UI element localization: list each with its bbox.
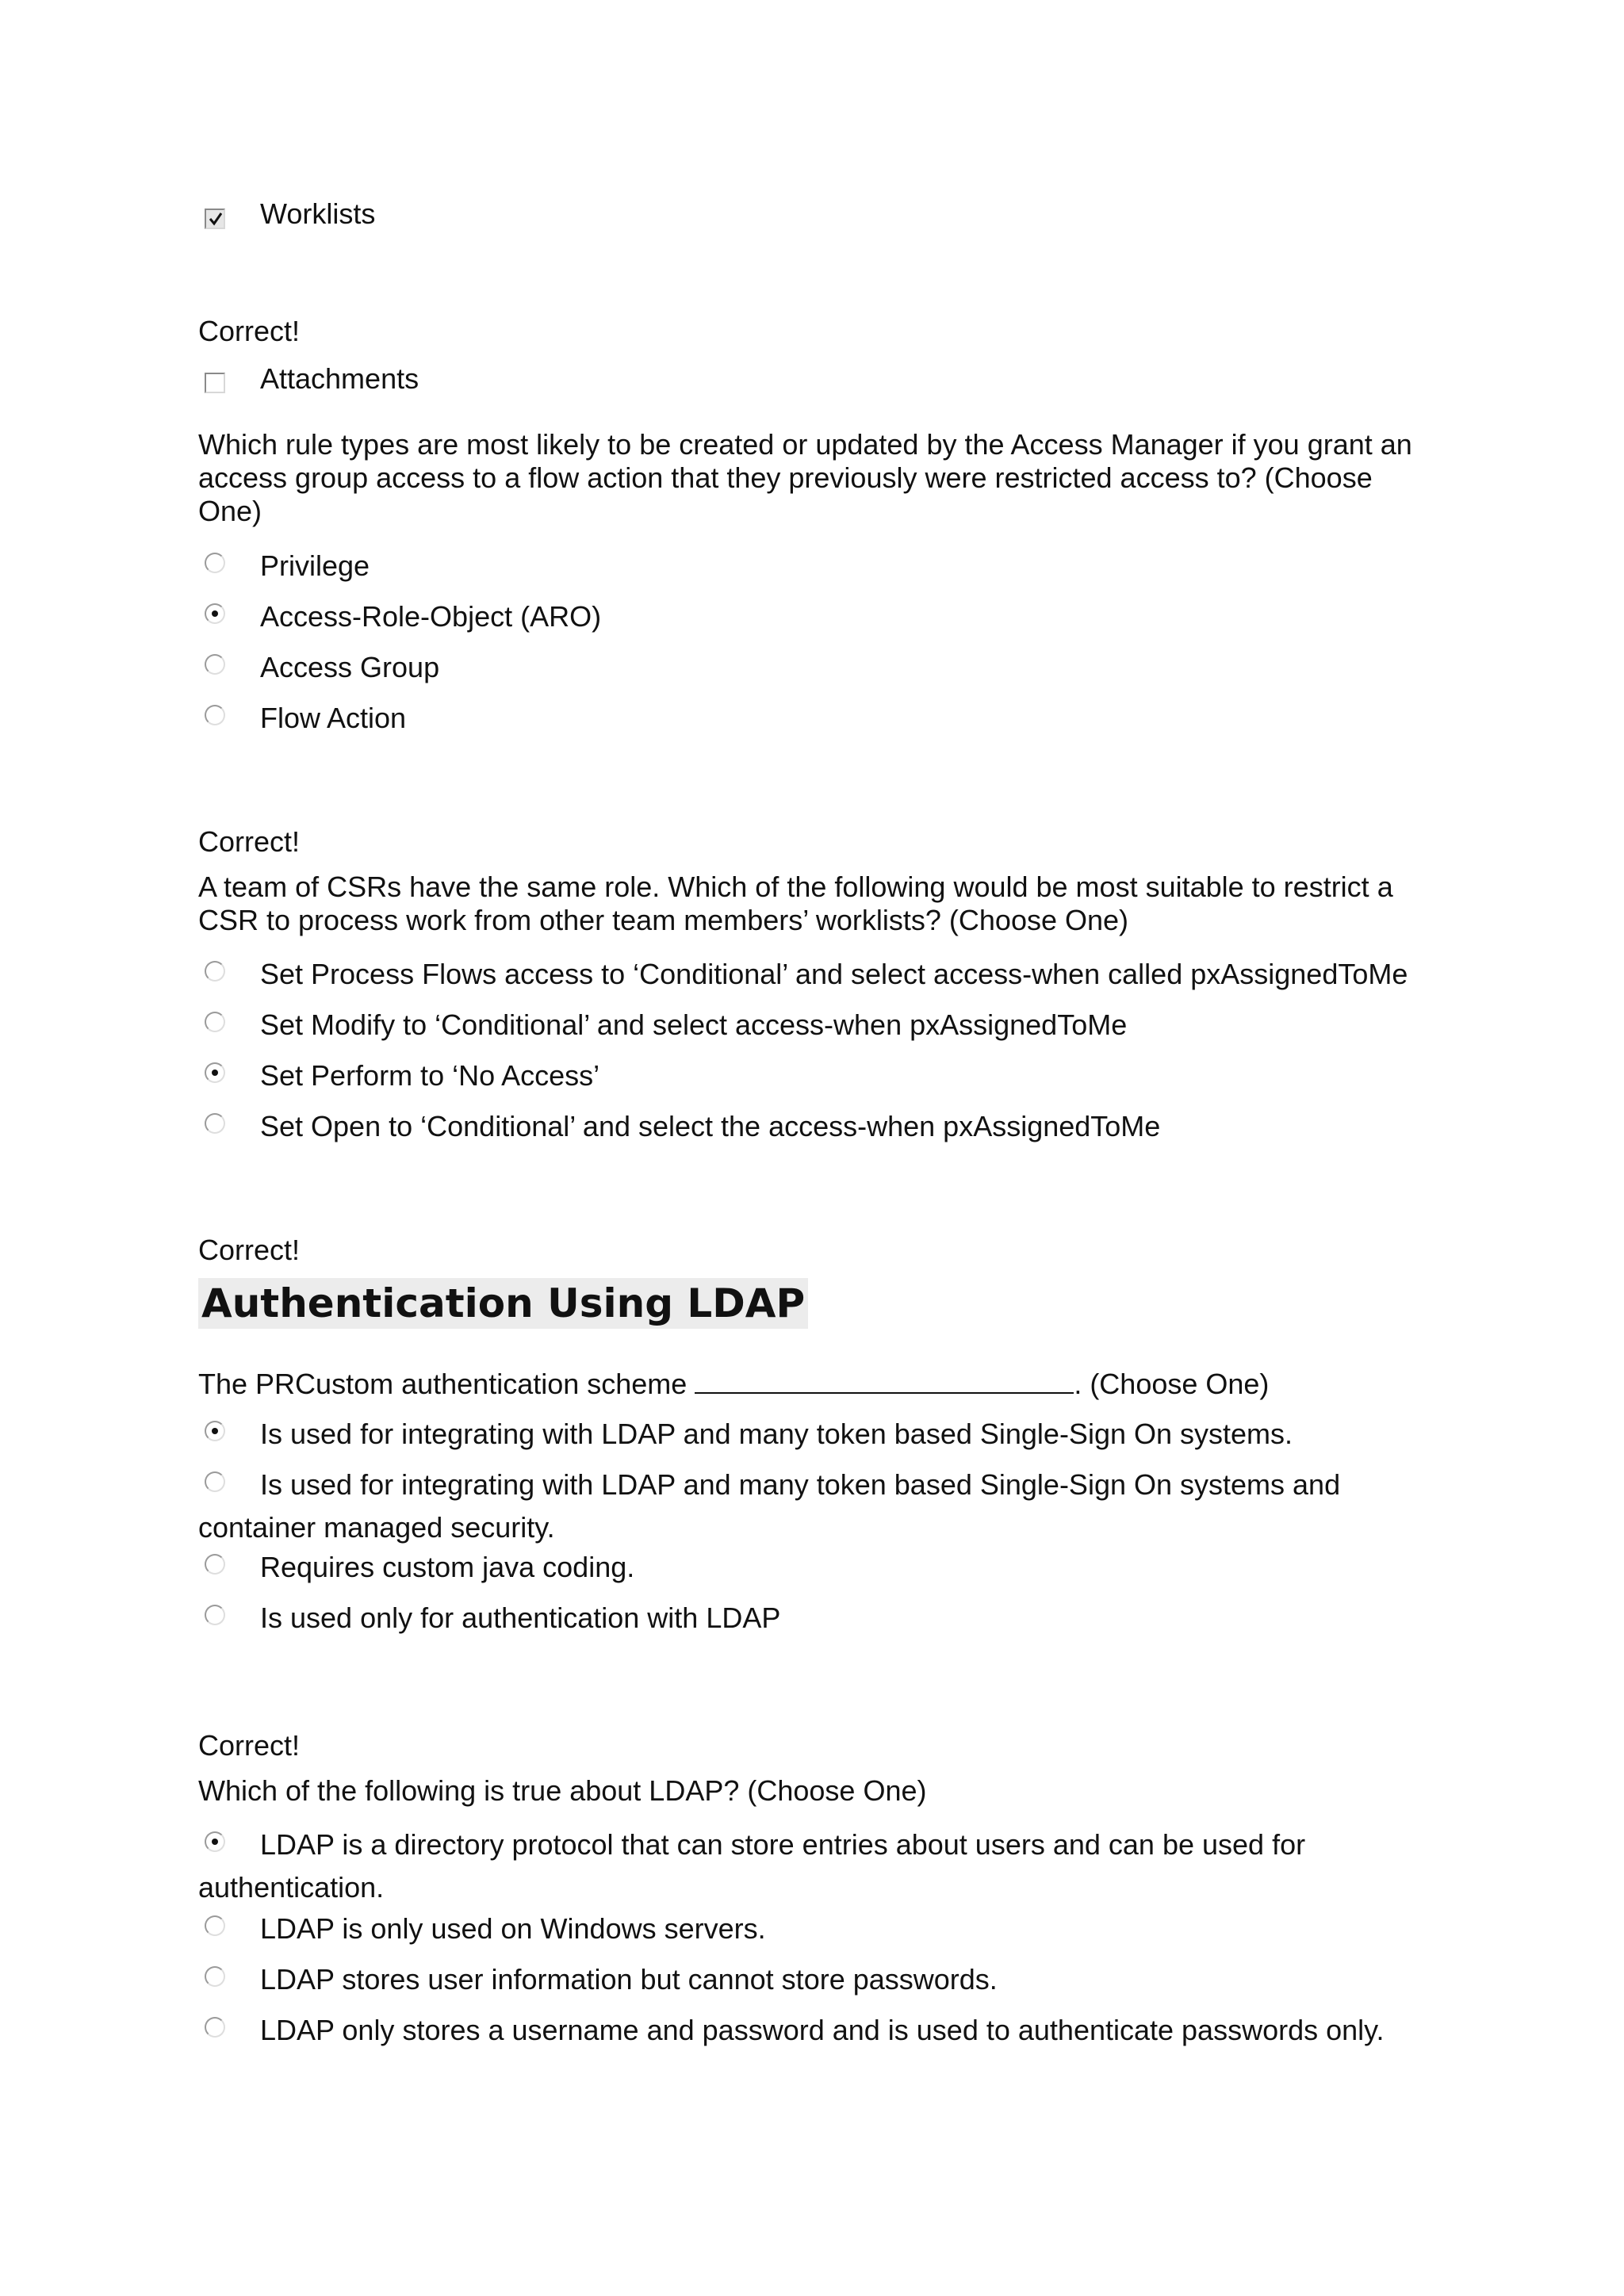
question-text-before: The PRCustom authentication scheme bbox=[198, 1368, 695, 1400]
option-label: Is used for integrating with LDAP and many token based Single-Sign On systems and bbox=[260, 1468, 1341, 1501]
document-page bbox=[198, 0, 1435, 2296]
option-label: Set Process Flows access to ‘Conditional’ and select access-when called pxAssignedToMe bbox=[260, 958, 1408, 990]
question-text: A team of CSRs have the same role. Which of the following would be most suitable to restrict a CSR to process work from other team members’ worklists? (Choose One) bbox=[198, 871, 1393, 936]
radio-ldap-username-password[interactable] bbox=[205, 2017, 225, 2038]
option-label: Access Group bbox=[260, 651, 440, 683]
option-label: LDAP stores user information but cannot store passwords. bbox=[260, 1963, 998, 1996]
option-label: Set Open to ‘Conditional’ and select the access-when pxAssignedToMe bbox=[260, 1110, 1161, 1142]
option-label: Requires custom java coding. bbox=[260, 1551, 635, 1583]
option-label: LDAP is a directory protocol that can store entries about users and can be used for bbox=[260, 1828, 1306, 1861]
feedback-correct: Correct! bbox=[198, 1234, 301, 1266]
checkmark-icon bbox=[209, 212, 222, 226]
radio-open[interactable] bbox=[205, 1113, 225, 1134]
question-text: Which rule types are most likely to be created or updated by the Access Manager if you grant an access group access to a flow action that they previously were restricted access to? (Choose One) bbox=[198, 428, 1412, 527]
radio-ldap-sso-container[interactable] bbox=[205, 1471, 225, 1492]
checkbox-attachments[interactable] bbox=[205, 373, 225, 393]
option-label: Set Perform to ‘No Access’ bbox=[260, 1059, 600, 1092]
option-label-continuation: container managed security. bbox=[198, 1511, 555, 1544]
option-label: Privilege bbox=[260, 549, 370, 582]
radio-modify[interactable] bbox=[205, 1012, 225, 1032]
option-label: Set Modify to ‘Conditional’ and select access-when pxAssignedToMe bbox=[260, 1008, 1128, 1041]
option-label: LDAP is only used on Windows servers. bbox=[260, 1912, 766, 1945]
radio-access-group[interactable] bbox=[205, 654, 225, 675]
option-label: Access-Role-Object (ARO) bbox=[260, 600, 602, 633]
radio-ldap-sso[interactable] bbox=[205, 1421, 225, 1441]
checkbox-worklists[interactable] bbox=[205, 209, 225, 229]
radio-ldap-directory[interactable] bbox=[205, 1831, 225, 1852]
section-heading: Authentication Using LDAP bbox=[198, 1278, 808, 1329]
radio-privilege[interactable] bbox=[205, 553, 225, 573]
question-text: Which of the following is true about LDAP? (Choose One) bbox=[198, 1774, 927, 1807]
radio-ldap-no-passwords[interactable] bbox=[205, 1966, 225, 1987]
option-label: Is used only for authentication with LDAP bbox=[260, 1601, 781, 1634]
option-attachments-label: Attachments bbox=[260, 362, 419, 395]
radio-ldap-only[interactable] bbox=[205, 1605, 225, 1625]
radio-perform[interactable] bbox=[205, 1062, 225, 1083]
feedback-correct: Correct! bbox=[198, 825, 301, 858]
question-text-after: . (Choose One) bbox=[1074, 1368, 1270, 1400]
feedback-correct: Correct! bbox=[198, 315, 301, 347]
option-label: LDAP only stores a username and password and is used to authenticate passwords only. bbox=[260, 2014, 1385, 2046]
radio-aro[interactable] bbox=[205, 603, 225, 624]
radio-process-flows[interactable] bbox=[205, 961, 225, 982]
radio-ldap-windows[interactable] bbox=[205, 1915, 225, 1936]
option-label: Flow Action bbox=[260, 702, 407, 734]
option-label-continuation: authentication. bbox=[198, 1871, 385, 1904]
question-text bbox=[198, 1368, 1435, 1401]
option-label: Is used for integrating with LDAP and many token based Single-Sign On systems. bbox=[260, 1418, 1293, 1450]
radio-flow-action[interactable] bbox=[205, 705, 225, 725]
fill-in-blank bbox=[695, 1368, 1074, 1394]
radio-custom-java[interactable] bbox=[205, 1554, 225, 1575]
feedback-correct: Correct! bbox=[198, 1729, 301, 1762]
option-worklists-label: Worklists bbox=[260, 197, 376, 230]
